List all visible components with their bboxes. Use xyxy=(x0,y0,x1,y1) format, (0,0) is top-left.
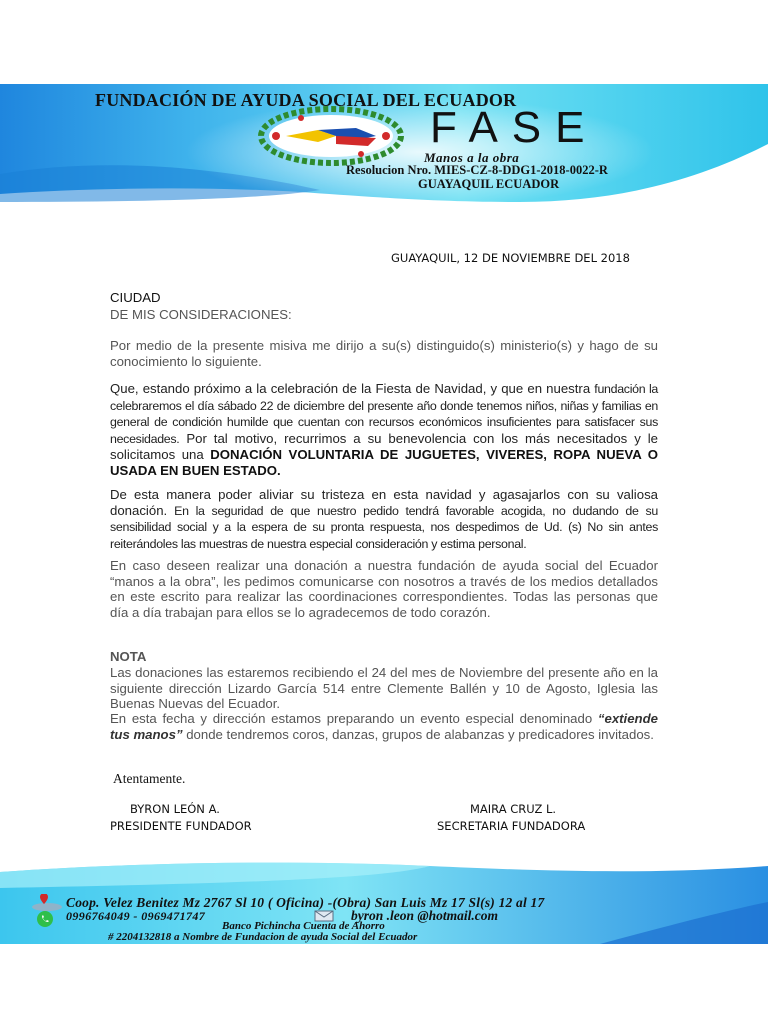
foundation-title: FUNDACIÓN DE AYUDA SOCIAL DEL ECUADOR xyxy=(95,90,517,110)
paragraph-closing-part-b: En la seguridad de que nuestro pedido tendrá favorable acogida, no dudando de su sensibilidad social y a la espera de su pronta respuesta, nos despedimos de Ud. (s) No sin antes reiterándoles las muestras de nuestra especial consideración y estima personal. xyxy=(110,503,658,551)
header-city: GUAYAQUIL ECUADOR xyxy=(418,177,560,191)
event-name: “extiende tus manos” xyxy=(110,711,658,742)
paragraph-request-part-b: fundación la celebraremos el día sábado 22 de diciembre del presente año donde tenemos niños, niñas y familias en general de condición humilde que cuentan con recursos económicos insuficientes para satisfacer sus necesidades. xyxy=(110,382,658,446)
footer-bank: Banco Pichincha Cuenta de Ahorro xyxy=(222,920,385,932)
paragraph-contact: En caso deseen realizar una donación a nuestra fundación de ayuda social del Ecuador “manos a la obra”, les pedimos comunicarse con nosotros a través de los medios detallados en este escrito para realizar las coordinaciones correspondientes. Todas las personas que día a día trabajan para ellos se lo agradecemos de todo corazón. xyxy=(110,558,658,620)
greeting-salutation: DE MIS CONSIDERACIONES: xyxy=(110,307,292,322)
signer-2-role: SECRETARIA FUNDADORA xyxy=(437,819,586,833)
footer-account: # 2204132818 a Nombre de Fundacion de ayuda Social del Ecuador xyxy=(108,931,418,943)
letterhead-banner xyxy=(0,84,768,206)
brand-acronym: FASE xyxy=(430,103,599,152)
signer-2-name: MAIRA CRUZ L. xyxy=(470,802,557,816)
letterhead-footer xyxy=(0,858,768,948)
closing-salutation: Atentamente. xyxy=(113,771,186,786)
footer-email: byron .leon @hotmail.com xyxy=(351,908,498,923)
foundation-logo xyxy=(256,106,406,166)
nota-heading: NOTA xyxy=(110,649,147,664)
paragraph-request-part-a: Que, estando próximo a la celebración de la Fiesta de Navidad, y que en nuestra xyxy=(110,381,591,396)
brand-slogan: Manos a la obra xyxy=(424,150,520,165)
paragraph-event-part-a: En esta fecha y dirección estamos preparando un evento especial denominado xyxy=(110,711,598,726)
paragraph-closing-part-a: De esta manera poder aliviar su tristeza en esta navidad y agasajarlos con su valiosa donación. xyxy=(110,487,658,518)
donation-request-bold: DONACIÓN VOLUNTARIA DE JUGUETES, VIVERES, ROPA NUEVA O USADA EN BUEN ESTADO. xyxy=(110,447,658,478)
resolution-number: Resolucion Nro. MIES-CZ-8-DDG1-2018-0022-R xyxy=(346,163,608,177)
paragraph-donation-address: Las donaciones las estaremos recibiendo el 24 del mes de Noviembre del presente año en la siguiente dirección Lizardo García 514 entre Clemente Ballén y 10 de Agosto, Iglesia las Buenas Nuevas del Ecuador. xyxy=(110,665,658,711)
whatsapp-icon xyxy=(36,910,54,928)
letter-date: GUAYAQUIL, 12 DE NOVIEMBRE DEL 2018 xyxy=(391,251,630,265)
paragraph-intro: Por medio de la presente misiva me dirijo a su(s) distinguido(s) ministerio(s) y hago de su conocimiento lo siguiente. xyxy=(110,338,658,369)
signer-1-name: BYRON LEÓN A. xyxy=(130,802,220,816)
paragraph-closing-thanks xyxy=(110,487,658,552)
footer-phones: 0996764049 - 0969471747 xyxy=(66,909,206,923)
footer-address: Coop. Velez Benitez Mz 2767 Sl 10 ( Oficina) -(Obra) San Luis Mz 17 Sl(s) 12 al 17 xyxy=(66,895,545,910)
paragraph-event xyxy=(110,711,658,742)
signer-1-role: PRESIDENTE FUNDADOR xyxy=(110,819,252,833)
paragraph-request-part-c: Por tal motivo, recurrimos a su benevolencia con los más necesitados y le solicitamos una xyxy=(110,430,658,462)
paragraph-event-part-b: donde tendremos coros, danzas, grupos de alabanzas y predicadores invitados. xyxy=(182,726,654,742)
paragraph-request xyxy=(110,381,658,478)
greeting-city: CIUDAD xyxy=(110,290,161,305)
